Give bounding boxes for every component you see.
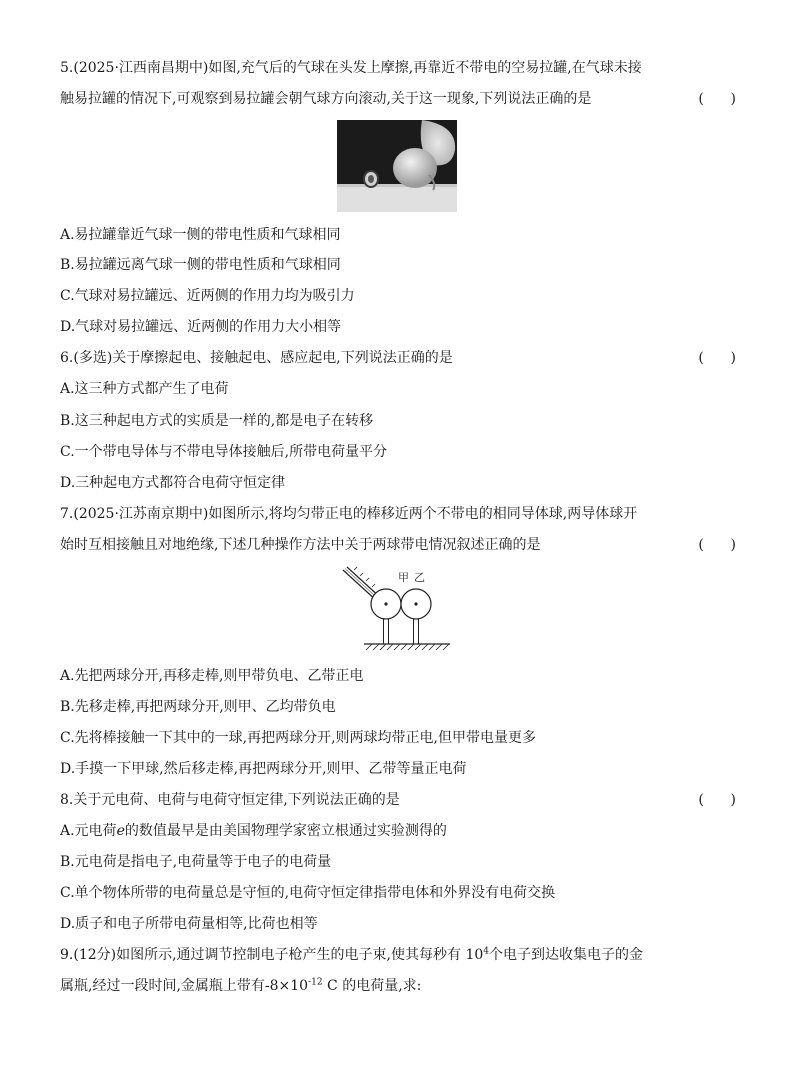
q5-stem-line2: 触易拉罐的情况下,可观察到易拉罐会朝气球方向滚动,关于这一现象,下列说法正确的是 (60, 91, 592, 107)
q5-option-d: D.气球对易拉罐远、近两侧的作用力大小相等 (60, 319, 342, 335)
q7-option-d: D.手摸一下甲球,然后移走棒,再把两球分开,则甲、乙带等量正电荷 (60, 761, 467, 777)
q9-stem-line2: 属瓶,经过一段时间,金属瓶上带有$-8\times 10^{-12}$ C 的电荷量,求: (60, 977, 422, 994)
q8-option-a: A.元电荷e的数值最早是由美国物理学家密立根通过实验测得的 (60, 823, 447, 839)
q9-stem-line1: 9.(12分)如图所示,通过调节控制电子枪产生的电子束,使其每秒有 $10^4$个电子到达收集电子的金 (60, 946, 643, 963)
q7-option-a: A.先把两球分开,再移走棒,则甲带负电、乙带正电 (60, 668, 364, 684)
q6-stem: 6.(多选)关于摩擦起电、接触起电、感应起电,下列说法正确的是 (60, 350, 453, 366)
conductor-spheres-diagram (340, 564, 452, 658)
q6-option-a: A.这三种方式都产生了电荷 (60, 381, 229, 397)
elementary-charge-symbol: e (116, 823, 125, 839)
q8-option-d: D.质子和电子所带电荷量相等,比荷也相等 (60, 916, 318, 932)
q5-answer-bracket: ( ) (698, 91, 736, 107)
q7-answer-bracket: ( ) (698, 537, 736, 553)
q7-stem-line1: 7.(2025·江苏南京期中)如图所示,将均匀带正电的棒移近两个不带电的相同导体球,两导体球开 (60, 506, 638, 522)
q6-option-c: C.一个带电导体与不带电导体接触后,所带电荷量平分 (60, 444, 388, 460)
q6-option-b: B.这三种起电方式的实质是一样的,都是电子在转移 (60, 413, 374, 429)
q7-stem-line2: 始时互相接触且对地绝缘,下述几种操作方法中关于两球带电情况叙述正确的是 (60, 537, 541, 553)
sphere-label-a: 甲 (398, 571, 409, 584)
q5-option-c: C.气球对易拉罐远、近两侧的作用力均为吸引力 (60, 288, 355, 304)
q8-answer-bracket: ( ) (698, 792, 736, 808)
balloon-can-photo (337, 120, 457, 212)
q8-stem: 8.关于元电荷、电荷与电荷守恒定律,下列说法正确的是 (60, 792, 400, 808)
sphere-label-b: 乙 (414, 571, 425, 584)
q7-option-c: C.先将棒接触一下其中的一球,再把两球分开,则两球均带正电,但甲带电量更多 (60, 730, 537, 746)
q5-stem-line1: 5.(2025·江西南昌期中)如图,充气后的气球在头发上摩擦,再靠近不带电的空易拉罐,在气球未接 (60, 60, 642, 76)
q7-option-b: B.先移走棒,再把两球分开,则甲、乙均带负电 (60, 699, 336, 715)
q5-option-a: A.易拉罐靠近气球一侧的带电性质和气球相同 (60, 227, 341, 243)
q6-answer-bracket: ( ) (698, 350, 736, 366)
q6-option-d: D.三种起电方式都符合电荷守恒定律 (60, 475, 286, 491)
q5-option-b: B.易拉罐远离气球一侧的带电性质和气球相同 (60, 257, 341, 273)
q8-option-b: B.元电荷是指电子,电荷量等于电子的电荷量 (60, 854, 332, 870)
q8-option-c: C.单个物体所带的电荷量总是守恒的,电荷守恒定律指带电体和外界没有电荷交换 (60, 885, 556, 901)
